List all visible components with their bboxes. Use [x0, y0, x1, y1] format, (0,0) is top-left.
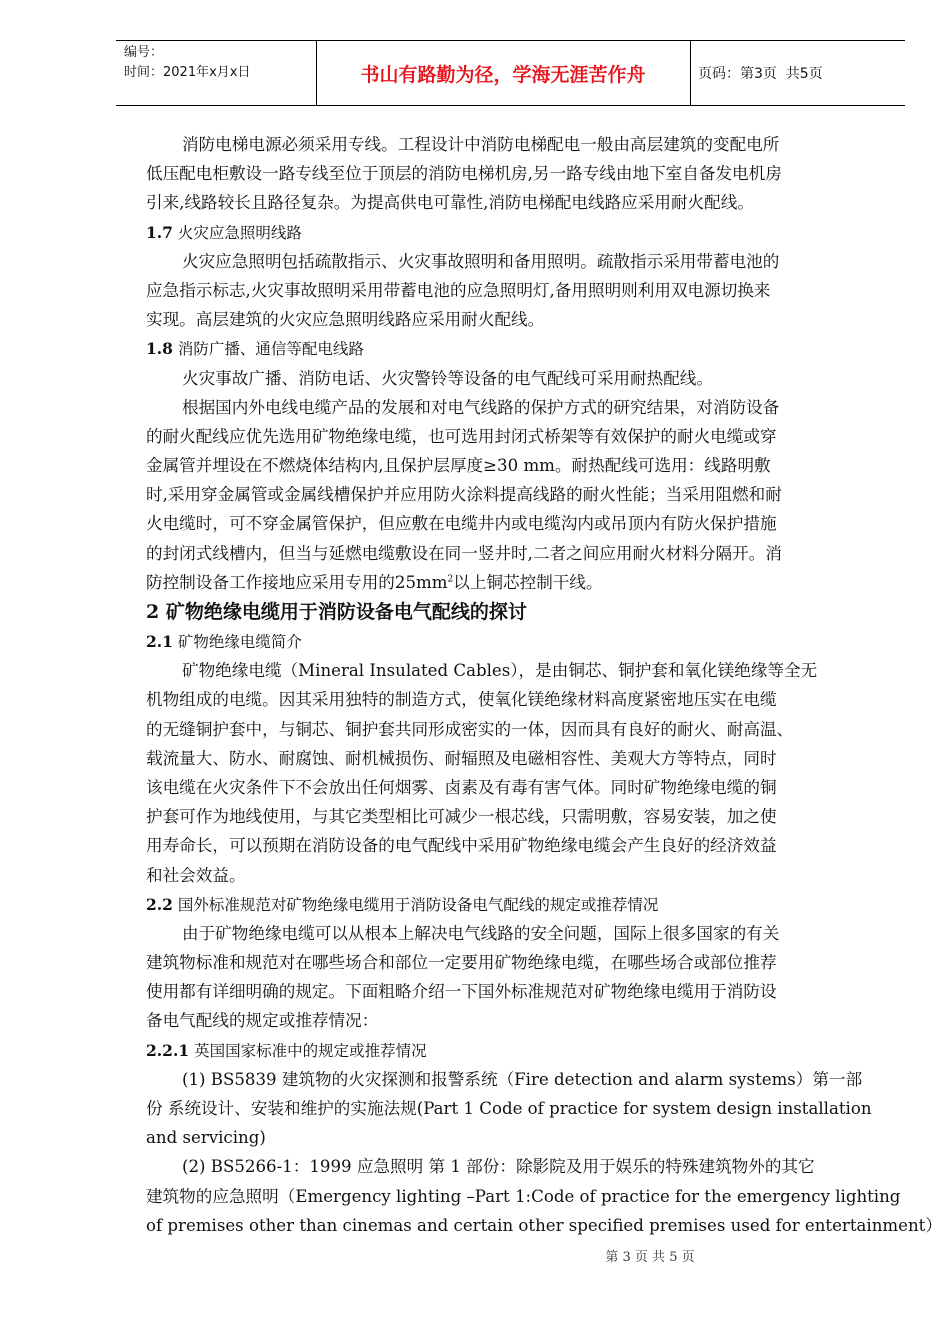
paragraph-line: 火灾事故广播、消防电话、火灾警铃等设备的电气配线可采用耐热配线。	[182, 368, 713, 388]
paragraph-line: 火电缆时，可不穿金属管保护，但应敷在电缆井内或电缆沟内或吊顶内有防火保护措施	[146, 514, 777, 534]
paragraph-line: 护套可作为地线使用，与其它类型相比可减少一根芯线，只需明敷，容易安装，加之使	[146, 807, 777, 827]
document-body	[146, 130, 942, 1240]
page-header	[116, 40, 905, 106]
paragraph-line: 用寿命长，可以预期在消防设备的电气配线中采用矿物绝缘电缆会产生良好的经济效益	[146, 836, 777, 856]
paragraph-line: 由于矿物绝缘电缆可以从根本上解决电气线路的安全问题，国际上很多国家的有关	[182, 923, 780, 943]
paragraph-line: 使用都有详细明确的规定。下面粗略介绍一下国外标准规范对矿物绝缘电缆用于消防设	[146, 982, 777, 1002]
document-number-label: 编号：	[124, 45, 164, 60]
paragraph-line: of premises other than cinemas and certain other specified premises used for entertainment）	[146, 1215, 942, 1235]
paragraph-line: 低压配电柜敷设一路专线至位于顶层的消防电梯机房,另一路专线由地下室自备发电机房	[146, 164, 782, 184]
paragraph-line: 消防电梯电源必须采用专线。工程设计中消防电梯配电一般由高层建筑的变配电所	[182, 135, 780, 154]
section-heading-2: 2 矿物绝缘电缆用于消防设备电气配线的探讨	[146, 601, 527, 623]
document-time-label: 时间：2021年x月x日	[124, 65, 251, 80]
paragraph-line: 该电缆在火灾条件下不会放出任何烟雾、卤素及有毒有害气体。同时矿物绝缘电缆的铜	[146, 777, 777, 797]
paragraph-line: and servicing)	[146, 1128, 266, 1148]
paragraph-line: 火灾应急照明包括疏散指示、火灾事故照明和备用照明。疏散指示采用带蓄电池的	[182, 251, 780, 271]
paragraph-line: 时,采用穿金属管或金属线槽保护并应用防火涂料提高线路的耐火性能；当采用阻燃和耐	[146, 485, 782, 505]
paragraph-line: 防控制设备工作接地应采用专用的$25mm^2$以上铜芯控制干线。	[146, 572, 603, 592]
section-heading-2-2-1: 2.2.1 英国国家标准中的规定或推荐情况	[146, 1040, 427, 1060]
paragraph-line: 备电气配线的规定或推荐情况：	[146, 1011, 379, 1031]
section-heading-1-8: 1.8 消防广播、通信等配电线路	[146, 339, 364, 359]
paragraph-line: 机物组成的电缆。因其采用独特的制造方式，使氧化镁绝缘材料高度紧密地压实在电缆	[146, 690, 777, 710]
section-heading-2-1: 2.1 矿物绝缘电缆简介	[146, 632, 302, 651]
paragraph-line: 载流量大、防水、耐腐蚀、耐机械损伤、耐辐照及电磁相容性、美观大方等特点，同时	[146, 748, 777, 768]
section-heading-1-7: 1.7 火灾应急照明线路	[146, 222, 302, 242]
footer-page-number: 第 3 页 共 5 页	[605, 1250, 695, 1265]
paragraph-line: (2) BS5266-1：1999 应急照明 第 1 部份：除影院及用于娱乐的特殊建筑物外的其它	[182, 1157, 815, 1177]
paragraph-line: 份 系统设计、安装和维护的实施法规(Part 1 Code of practice for system design installation	[146, 1099, 872, 1118]
paragraph-line: (1) BS5839 建筑物的火灾探测和报警系统（Fire detection and alarm systems）第一部	[182, 1069, 863, 1089]
paragraph-line: 的封闭式线槽内，但当与延燃电缆敷设在同一竖井时,二者之间应用耐火材料分隔开。消	[146, 543, 782, 563]
paragraph-line: 应急指示标志,火灾事故照明采用带蓄电池的应急照明灯,备用照明则利用双电源切换来	[146, 280, 771, 300]
paragraph-line: 根据国内外电线电缆产品的发展和对电气线路的保护方式的研究结果，对消防设备	[182, 397, 780, 417]
page-footer	[0, 1246, 950, 1265]
header-motto: 书山有路勤为径，学海无涯苦作舟	[360, 63, 646, 86]
paragraph-line: 引来,线路较长且路径复杂。为提高供电可靠性,消防电梯配电线路应采用耐火配线。	[146, 193, 754, 213]
header-page-number: 页码：第3页 共5页	[698, 66, 823, 82]
paragraph-line: 建筑物标准和规范对在哪些场合和部位一定要用矿物绝缘电缆，在哪些场合或部位推荐	[146, 953, 777, 973]
paragraph-line: 金属管并埋设在不燃烧体结构内,且保护层厚度≥30 mm。耐热配线可选用：线路明敷	[146, 456, 771, 476]
paragraph-line: 实现。高层建筑的火灾应急照明线路应采用耐火配线。	[146, 310, 545, 330]
paragraph-line: 矿物绝缘电缆（Mineral Insulated Cables），是由铜芯、铜护套和氧化镁绝缘等全无	[182, 661, 818, 681]
paragraph-line: 的无缝铜护套中，与铜芯、铜护套共同形成密实的一体，因而具有良好的耐火、耐高温、	[146, 719, 794, 739]
header-divider	[690, 41, 691, 105]
paragraph-line: 建筑物的应急照明（Emergency lighting –Part 1:Code of practice for the emergency lighting	[146, 1186, 901, 1206]
paragraph-line: 的耐火配线应优先选用矿物绝缘电缆，也可选用封闭式桥架等有效保护的耐火电缆或穿	[146, 426, 777, 446]
header-meta	[124, 43, 320, 83]
superscript: 2	[447, 574, 454, 585]
section-heading-2-2: 2.2 国外标准规范对矿物绝缘电缆用于消防设备电气配线的规定或推荐情况	[146, 894, 659, 914]
paragraph-line: 和社会效益。	[146, 865, 246, 885]
